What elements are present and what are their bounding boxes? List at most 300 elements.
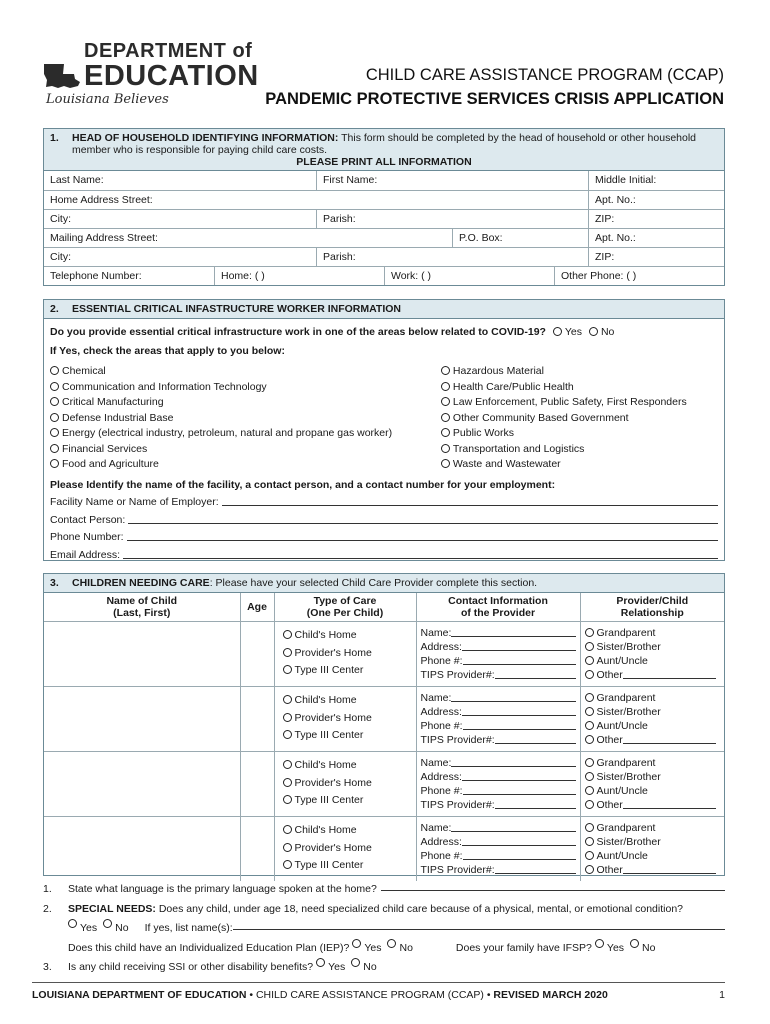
care-type-radio[interactable] [283,695,292,704]
contact-field-input[interactable] [462,705,576,716]
iep-yes-label: Yes [364,941,382,954]
section2-body [44,319,724,569]
relationship-radio[interactable] [585,823,594,832]
relationship-label: Other [596,864,623,876]
areas-grid [50,364,718,473]
relationship-radio[interactable] [585,758,594,767]
care-type-label: Child's Home [294,629,357,641]
q2-number: 2. [43,902,52,915]
page-number: 1 [719,989,725,1001]
contact-field-row [421,863,576,877]
area-label: Communication and Information Technology [62,380,267,393]
area-label: Health Care/Public Health [452,380,574,393]
section3-header [44,574,724,593]
facility-input[interactable] [222,495,718,506]
contact-field-row [421,784,576,798]
child-row [44,622,724,687]
contact-label: Contact Person: [50,513,126,526]
relationship-label: Sister/Brother [596,836,661,848]
relationship-option[interactable] [585,784,721,798]
provider-contact-cell [416,817,580,882]
relationship-radio[interactable] [585,786,594,795]
area-radio[interactable] [441,428,450,437]
covid-yes-label: Yes [564,326,583,338]
area-radio[interactable] [50,366,59,375]
contact-field-label: Phone #: [420,785,463,797]
area-option[interactable] [50,457,441,473]
other-relationship-input[interactable] [623,668,716,679]
telephone-label: Telephone Number: [50,270,142,282]
area-radio[interactable] [50,382,59,391]
iep-yes-radio[interactable] [352,939,361,948]
children-table [44,593,724,881]
parish-field-1[interactable]: Parish: [316,210,588,228]
relationship-label: Aunt/Uncle [596,720,648,732]
iep-no-label: No [399,941,413,954]
home-address-row [44,190,724,209]
area-label: Defense Industrial Base [62,411,174,424]
care-type-label: Provider's Home [294,646,372,659]
section2-heading: ESSENTIAL CRITICAL INFASTRUCTURE WORKER INFORMATION [72,303,401,315]
covid-no-label: No [600,326,615,338]
child-age-cell[interactable] [240,752,274,817]
relationship-option[interactable] [585,821,721,835]
contact-row [50,513,718,531]
first-name-field[interactable]: First Name: [316,171,588,190]
area-radio[interactable] [50,444,59,453]
relationship-option[interactable] [585,835,721,849]
contact-field-input[interactable] [463,784,576,795]
contact-field-row [421,835,576,849]
col-contact-line1: Contact Information [448,595,548,607]
section3-intro: : Please have your selected Child Care Provider complete this section. [209,577,538,589]
relationship-option[interactable] [585,691,721,705]
area-radio[interactable] [441,397,450,406]
contact-field-input[interactable] [451,756,575,767]
relationship-radio[interactable] [585,656,594,665]
area-label: Public Works [452,427,514,439]
relationship-label: Aunt/Uncle [596,785,648,797]
contact-field-input[interactable] [495,733,576,744]
contact-field-label: Name: [420,822,452,834]
zip-field-2[interactable]: ZIP: [588,248,724,266]
area-label: Waste and Wastewater [452,458,561,470]
contact-field-row [421,821,576,835]
child-name-cell[interactable] [44,817,240,882]
relationship-radio[interactable] [585,707,594,716]
section1-number: 1. [50,132,59,144]
contact-field-row [421,691,576,705]
area-radio[interactable] [441,366,450,375]
area-label: Financial Services [62,442,148,455]
col-type-line2: (One Per Child) [306,607,384,619]
child-name-cell[interactable] [44,687,240,752]
if-yes-instruction: If Yes, check the areas that apply to you below: [50,344,285,357]
area-label: Chemical [62,365,106,377]
area-label: Food and Agriculture [62,458,159,470]
contact-field-row [421,654,576,668]
if-yes-label: If yes, list name(s): [144,922,233,934]
relationship-radio[interactable] [585,721,594,730]
col-rel-line1: Provider/Child [616,595,689,607]
q2-answer-row [43,919,725,939]
care-type-option[interactable] [283,757,412,775]
relationship-option[interactable] [585,626,721,640]
relationship-label: Sister/Brother [596,771,661,783]
contact-field-input[interactable] [462,770,576,781]
language-input[interactable] [381,880,725,891]
footer-org: LOUISIANA DEPARTMENT OF EDUCATION [32,989,247,1001]
contact-field-label: TIPS Provider#: [420,669,495,681]
care-type-option[interactable] [283,645,412,663]
relationship-option[interactable] [585,640,721,654]
col-header-name [44,593,240,622]
relationship-label: Other [596,734,623,746]
care-type-option[interactable] [283,840,412,858]
covid-question: Do you provide essential critical infrastructure work in one of the areas below related to COVID-19? [50,326,546,338]
area-option[interactable] [50,442,441,458]
employment-instruction: Please Identify the name of the facility, a contact person, and a contact number for your employment: [50,478,556,491]
area-option[interactable] [50,395,441,411]
apt-field-1[interactable]: Apt. No.: [588,191,724,209]
areas-right-column [441,364,718,473]
contact-field-row [421,849,576,863]
care-type-option[interactable] [283,662,412,680]
area-radio[interactable] [441,444,450,453]
contact-field-row [421,719,576,733]
relationship-cell [580,687,724,752]
child-age-cell[interactable] [240,622,274,687]
question-2 [43,900,725,920]
special-needs-yes-label: Yes [80,922,98,934]
col-header-relationship [580,593,724,622]
contact-field-input[interactable] [451,691,575,702]
contact-field-label: Phone #: [420,720,463,732]
child-name-cell[interactable] [44,622,240,687]
relationship-cell [580,752,724,817]
relationship-radio[interactable] [585,693,594,702]
relationship-option[interactable] [585,798,721,812]
relationship-label: Grandparent [596,822,656,834]
area-option[interactable] [441,380,718,396]
contact-field-label: Phone #: [420,655,463,667]
relationship-option[interactable] [585,668,721,682]
relationship-option[interactable] [585,756,721,770]
area-option[interactable] [441,411,718,427]
area-option[interactable] [441,457,718,473]
area-option[interactable] [50,426,441,442]
relationship-radio[interactable] [585,670,594,679]
middle-initial-field[interactable]: Middle Initial: [588,171,724,190]
relationship-radio[interactable] [585,851,594,860]
col-header-type [274,593,416,622]
section1-heading: HEAD OF HOUSEHOLD IDENTIFYING INFORMATION: [72,132,339,144]
parish-field-2[interactable]: Parish: [316,248,588,266]
city-row-2 [44,247,724,266]
contact-field-input[interactable] [462,640,576,651]
contact-field-row [421,705,576,719]
footer-text [32,989,608,1001]
area-option[interactable] [441,442,718,458]
phone-input[interactable] [127,530,718,541]
section-household-info [43,128,725,286]
area-label: Other Community Based Government [452,411,629,424]
area-label: Energy (electrical industry, petroleum, natural and propane gas worker) [62,427,393,439]
area-option[interactable] [50,411,441,427]
contact-field-row [421,668,576,682]
child-age-cell[interactable] [240,687,274,752]
contact-field-row [421,733,576,747]
contact-field-input[interactable] [463,654,576,665]
area-radio[interactable] [50,397,59,406]
q1-number: 1. [43,883,52,895]
section-essential-worker [43,299,725,561]
logo-tagline: Louisiana Believes [46,92,169,107]
col-header-age: Age [240,593,274,622]
relationship-radio[interactable] [585,800,594,809]
care-type-cell [274,622,416,687]
ssi-no-radio[interactable] [351,958,360,967]
contact-field-input[interactable] [462,835,576,846]
col-name-line2: (Last, First) [113,607,171,619]
relationship-label: Other [596,799,623,811]
col-contact-line2: of the Provider [460,607,536,619]
relationship-label: Grandparent [596,692,656,704]
contact-input[interactable] [128,513,718,524]
relationship-option[interactable] [585,705,721,719]
relationship-radio[interactable] [585,865,594,874]
care-type-label: Type III Center [294,794,364,806]
area-radio[interactable] [441,413,450,422]
areas-left-column [50,364,441,473]
care-type-cell [274,687,416,752]
special-needs-no-label: No [115,922,129,934]
contact-field-label: TIPS Provider#: [420,864,495,876]
care-type-option[interactable] [283,857,412,875]
area-radio[interactable] [50,459,59,468]
covid-no-radio[interactable] [589,327,598,336]
area-label: Hazardous Material [452,365,544,377]
section3-number: 3. [50,577,59,589]
other-phone-field[interactable]: Other Phone: ( ) [554,267,724,285]
care-type-label: Child's Home [294,824,357,836]
question-3 [43,958,725,978]
care-type-radio[interactable] [283,860,292,869]
iep-no-radio[interactable] [387,939,396,948]
po-box-field[interactable]: P.O. Box: [452,229,588,247]
area-radio[interactable] [50,428,59,437]
q3-text: Is any child receiving SSI or other disability benefits? [68,961,314,973]
q2-text: Does any child, under age 18, need specialized child care because of a physical, mental, or emotional condition? [155,902,683,915]
relationship-label: Sister/Brother [596,706,661,718]
section1-intro: This form should be completed by the head of household or other household member who is responsible for paying child care costs. [72,132,697,156]
special-needs-no-radio[interactable] [103,919,112,928]
names-input[interactable] [233,919,725,930]
relationship-label: Aunt/Uncle [596,655,648,667]
contact-field-label: TIPS Provider#: [420,799,495,811]
ifsp-yes-radio[interactable] [595,939,604,948]
form-title: CHILD CARE ASSISTANCE PROGRAM (CCAP) [365,66,724,84]
care-type-cell [274,817,416,882]
section2-header [44,300,724,319]
page-header [0,0,770,125]
area-radio[interactable] [50,413,59,422]
care-type-radio[interactable] [283,630,292,639]
area-radio[interactable] [441,382,450,391]
col-type-line1: Type of Care [313,595,377,607]
care-type-label: Provider's Home [294,711,372,724]
care-type-radio[interactable] [283,825,292,834]
relationship-option[interactable] [585,733,721,747]
area-option[interactable] [441,395,718,411]
contact-field-label: Address: [420,836,462,848]
covid-yes-radio[interactable] [553,327,562,336]
contact-field-label: Name: [420,627,452,639]
other-relationship-input[interactable] [623,798,716,809]
relationship-cell [580,622,724,687]
care-type-radio[interactable] [283,665,292,674]
ssi-yes-label: Yes [328,961,346,973]
col-name-line1: Name of Child [106,595,178,607]
child-age-cell[interactable] [240,817,274,882]
home-phone-field[interactable]: Home: ( ) [214,267,384,285]
contact-field-label: Name: [420,692,452,704]
area-option[interactable] [50,380,441,396]
relationship-option[interactable] [585,863,721,877]
contact-field-input[interactable] [463,719,576,730]
ssi-yes-radio[interactable] [316,958,325,967]
section1-header [44,129,724,171]
col-header-contact [416,593,580,622]
child-name-cell[interactable] [44,752,240,817]
relationship-option[interactable] [585,719,721,733]
ifsp-no-radio[interactable] [630,939,639,948]
care-type-option[interactable] [283,822,412,840]
care-type-label: Child's Home [294,759,357,771]
care-type-option[interactable] [283,692,412,710]
provider-contact-cell [416,752,580,817]
city-field-2[interactable]: City: [50,251,71,263]
care-type-label: Type III Center [294,729,364,741]
iep-row [43,939,725,959]
other-relationship-input[interactable] [623,863,716,874]
contact-field-input[interactable] [495,798,576,809]
facility-row [50,495,718,513]
care-type-radio[interactable] [283,843,292,852]
question-1 [43,880,725,900]
care-type-radio[interactable] [283,760,292,769]
relationship-label: Sister/Brother [596,641,661,653]
zip-field-1[interactable]: ZIP: [588,210,724,228]
care-type-option[interactable] [283,792,412,810]
ifsp-no-label: No [642,941,656,954]
relationship-cell [580,817,724,882]
ifsp-yes-label: Yes [606,941,625,954]
care-type-option[interactable] [283,627,412,645]
child-row [44,752,724,817]
care-type-option[interactable] [283,775,412,793]
contact-field-input[interactable] [451,821,575,832]
relationship-label: Grandparent [596,757,656,769]
care-type-radio[interactable] [283,648,292,657]
contact-field-label: Phone #: [420,850,463,862]
other-relationship-input[interactable] [623,733,716,744]
area-option[interactable] [441,364,718,380]
iep-question: Does this child have an Individualized Education Plan (IEP)? [68,941,350,954]
city-row-1 [44,209,724,228]
mailing-street-field[interactable]: Mailing Address Street: [50,232,158,244]
contact-field-row [421,626,576,640]
contact-field-label: Name: [420,757,452,769]
logo-line2: EDUCATION [84,60,259,92]
care-type-radio[interactable] [283,795,292,804]
area-option[interactable] [50,364,441,380]
relationship-label: Aunt/Uncle [596,850,648,862]
care-type-option[interactable] [283,727,412,745]
section-children [43,573,725,876]
care-type-option[interactable] [283,710,412,728]
additional-questions [43,880,725,978]
apt-field-2[interactable]: Apt. No.: [588,229,724,247]
home-street-field[interactable]: Home Address Street: [50,194,153,206]
louisiana-state-icon [42,62,82,90]
relationship-radio[interactable] [585,772,594,781]
children-rows [44,622,724,882]
name-row [44,171,724,190]
contact-field-input[interactable] [463,849,576,860]
care-type-label: Type III Center [294,859,364,871]
relationship-radio[interactable] [585,628,594,637]
contact-field-row [421,640,576,654]
department-logo [42,40,259,110]
contact-field-input[interactable] [495,668,576,679]
relationship-radio[interactable] [585,837,594,846]
relationship-option[interactable] [585,770,721,784]
contact-field-label: Address: [420,706,462,718]
contact-field-row [421,770,576,784]
care-type-radio[interactable] [283,778,292,787]
special-needs-yes-radio[interactable] [68,919,77,928]
email-input[interactable] [123,548,718,559]
contact-field-row [421,756,576,770]
care-type-radio[interactable] [283,713,292,722]
contact-field-input[interactable] [495,863,576,874]
logo-line1: DEPARTMENT of [84,40,253,62]
footer-program: • CHILD CARE ASSISTANCE PROGRAM (CCAP) • [246,989,494,1001]
footer-revised: REVISED MARCH 2020 [493,989,608,1001]
last-name-field[interactable]: Last Name: [50,174,104,186]
care-type-label: Provider's Home [294,776,372,789]
relationship-label: Grandparent [596,627,656,639]
contact-field-label: TIPS Provider#: [420,734,495,746]
relationship-label: Other [596,669,623,681]
care-type-label: Provider's Home [294,841,372,854]
area-option[interactable] [441,426,718,442]
work-phone-field[interactable]: Work: ( ) [384,267,554,285]
contact-field-input[interactable] [451,626,575,637]
city-field-1[interactable]: City: [50,213,71,225]
relationship-option[interactable] [585,849,721,863]
ifsp-question: Does your family have IFSP? [455,941,592,954]
care-type-radio[interactable] [283,730,292,739]
area-radio[interactable] [441,459,450,468]
telephone-row [44,266,724,285]
relationship-radio[interactable] [585,735,594,744]
area-label: Transportation and Logistics [452,442,585,455]
relationship-option[interactable] [585,654,721,668]
relationship-radio[interactable] [585,642,594,651]
email-label: Email Address: [50,548,121,561]
